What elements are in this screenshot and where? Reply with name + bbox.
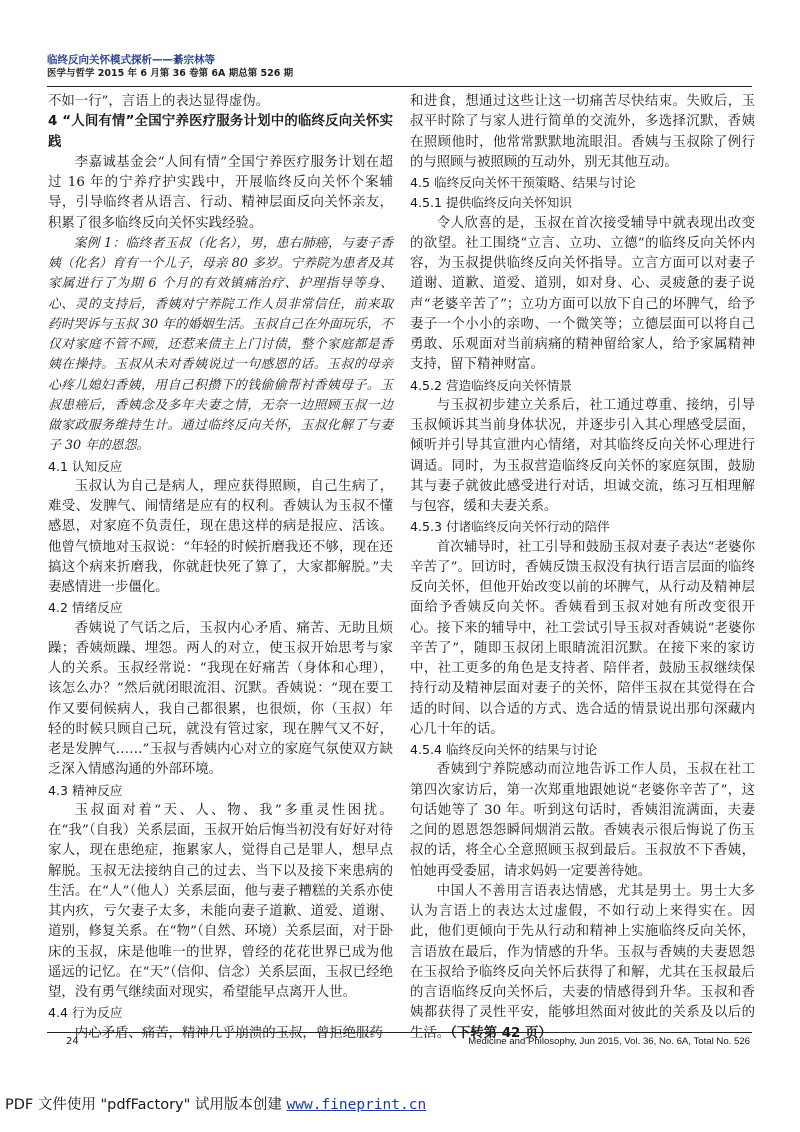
pdf-watermark bbox=[0, 1093, 800, 1114]
left-column bbox=[48, 92, 393, 1044]
journal-issue-info: 医学与哲学 2015 年 6 月第 36 卷第 6A 期总第 526 期 bbox=[47, 68, 294, 79]
page-number: 24 bbox=[66, 1036, 79, 1047]
section-heading-4: 4 “人间有情”全国宁养医疗服务计划中的临终反向关怀实践 bbox=[48, 114, 393, 150]
subsection-heading-4-5-3: 4.5.3 付诸临终反向关怀行动的陪伴 bbox=[410, 519, 610, 535]
paragraph-text: 中国人不善用言语表达情感，尤其是男士。男士大多认为言语上的表达太过虚假，不如行动上来得实在。因此，他们更倾向于先从行动和精神上实施临终反向关怀，言语放在最后，作为情感的升华。玉叔与香姨的夫妻恩怨在玉叔给予临终反向关怀后获得了和解，尤其在玉叔最后的言语临终反向关怀后，夫妻的情感得到升华。玉叔和香姨都获得了灵性平安，能够坦然面对彼此的关系及以后的生活。 bbox=[410, 883, 755, 1041]
paragraph: 玉叔面对着“天、人、物、我”多重灵性困扰。在“我”（自我）关系层面，玉叔开始后悔当初没有好好对待家人，现在患绝症，拖累家人，觉得自己是罪人，想早点解脱。玉叔无法接纳自己的过去、当下以及接下来患病的生活。在“人”（他人）关系层面，他与妻子糟糕的关系亦使其内疚，亏欠妻子太多，未能向妻子道歉、道爱、道谢、道别，修复关系。在“物”（自然、环境）关系层面，对于卧床的玉叔，床是他唯一的世界，曾经的花花世界已成为他遥远的记忆。在“天”（信仰、信念）关系层面，玉叔已经绝望，没有勇气继续面对现实，希望能早点离开人世。 bbox=[48, 802, 393, 1000]
paragraph: 玉叔认为自己是病人，理应获得照顾，自己生病了，难受、发脾气、闹情绪是应有的权利。香姨认为玉叔不懂感恩，对家庭不负责任，现在患这样的病是报应、活该。他曾气愤地对玉叔说：“年轻的时候折磨我还不够，现在还搞这个病来折磨我，你就赶快死了算了，大家都解脱。”夫妻感情进一步僵化。 bbox=[48, 478, 393, 595]
running-header bbox=[47, 53, 407, 80]
watermark-link[interactable]: www.fineprint.cn bbox=[286, 1097, 427, 1113]
watermark-text: PDF 文件使用 "pdfFactory" 试用版本创建 bbox=[5, 1097, 287, 1113]
paragraph: 不如一行”，言语上的表达显得虚伪。 bbox=[48, 94, 270, 109]
paragraph: 与玉叔初步建立关系后，社工通过尊重、接纳，引导玉叔倾诉其当前身体状况，并逐步引入其心理感受层面，倾听并引导其宣泄内心情绪，对其临终反向关怀心理进行调适。同时，为玉叔营造临终反向关怀的家庭氛围，鼓励其与妻子就彼此感受进行对话，坦诚交流，练习互相理解与包容，缓和夫妻关系。 bbox=[410, 397, 755, 514]
subsection-heading-4-3: 4.3 精神反应 bbox=[48, 782, 123, 798]
paragraph: 首次辅导时，社工引导和鼓励玉叔对妻子表达“老婆你辛苦了”。回访时，香姨反馈玉叔没有执行语言层面的临终反向关怀，但他开始改变以前的坏脾气，从行动及精神层面给予香姨反向关怀。香姨看到玉叔对她有所改变很开心。接下来的辅导中，社工尝试引导玉叔对香姨说“老婆你辛苦了”，随即玉叔闭上眼睛流泪沉默。在接下来的家访中，社工更多的角色是支持者、陪伴者，鼓励玉叔继续保持行动及精神层面对妻子的关怀，陪伴玉叔在其觉得在合适的时间、以合适的方式、选合适的情景说出那句深藏内心几十年的话。 bbox=[410, 539, 755, 737]
paragraph: 香姨到宁养院感动而泣地告诉工作人员，玉叔在社工第四次家访后，第一次郑重地跟她说“老婆你辛苦了”，这句话她等了 30 年。听到这句话时，香姨泪流满面，夫妻之间的恩恩怨怨瞬间烟消云散。香姨表示很后悔说了伤玉叔的话，将全心全意照顾玉叔到最后。玉叔放不下香姨，怕她再受委屈，请求妈妈一定要善待她。 bbox=[410, 762, 755, 879]
paragraph: 内心矛盾、痛苦，精神几乎崩溃的玉叔，曾拒绝服药 bbox=[74, 1025, 383, 1041]
continued-note: （下转第 42 页） bbox=[450, 1025, 552, 1041]
running-title: 临终反向关怀模式探析——綦宗林等 bbox=[47, 54, 215, 66]
subsection-heading-4-1: 4.1 认知反应 bbox=[48, 458, 123, 474]
subsection-heading-4-5-4: 4.5.4 临终反向关怀的结果与讨论 bbox=[410, 742, 598, 757]
paragraph: 令人欣喜的是，玉叔在首次接受辅导中就表现出改变的欲望。社工围绕“立言、立功、立德”的临终反向关怀内容，为玉叔提供临终反向关怀指导。立言方面可以对妻子道谢、道歉、道爱、道别，如对身、心、灵疲惫的妻子说声“老婆辛苦了”；立功方面可以放下自己的坏脾气，给予妻子一个小小的亲吻、一个微笑等；立德层面可以将自己勇敢、乐观面对当前病痛的精神留给家人，给予家属精神支持，留下精神财富。 bbox=[410, 215, 755, 373]
paragraph: 李嘉诚基金会“人间有情”全国宁养医疗服务计划在超过 16 年的宁养疗护实践中，开展临终反向关怀个案辅导，引导临终者从语言、行动、精神层面反向关怀亲友，积累了很多临终反向关怀实践经验。 bbox=[48, 154, 393, 231]
header-rule bbox=[47, 86, 752, 87]
paragraph: 和进食，想通过这些让这一切痛苦尽快结束。失败后，玉叔平时除了与家人进行简单的交流外，多选择沉默，香姨在照顾他时，他常常默默地流眼泪。香姨与玉叔除了例行的与照顾与被照顾的互动外，别无其他互动。 bbox=[410, 94, 755, 170]
right-column bbox=[410, 92, 755, 1044]
case-study-block: 案例 1：临终者玉叔（化名），男，患右肺癌，与妻子香姨（化名）育有一个儿子，母亲 80 多岁。宁养院为患者及其家属进行了为期 6 个月的有效镇痛治疗、护理指导等身、心、灵的支持后，香姨对宁养院工作人员非常信任，前来取药时哭诉与玉叔 30 年的婚姻生活。玉叔自己在外面玩乐，不仅对家庭不管不顾，还惹来债主上门讨债，整个家庭都是香姨在操持。玉叔从未对香姨说过一句感恩的话。玉叔的母亲心疼儿媳妇香姨，用自己积攒下的钱偷偷帮衬香姨母子。玉叔患癌后，香姨念及多年夫妻之情，无奈一边照顾玉叔一边做家政服务维持生计。通过临终反向关怀，玉叔化解了与妻子 30 年的恩怨。 bbox=[48, 235, 393, 454]
subsection-heading-4-5-2: 4.5.2 营造临终反向关怀情景 bbox=[410, 377, 572, 393]
subsection-heading-4-2: 4.2 情绪反应 bbox=[48, 600, 123, 616]
subsection-heading-4-5: 4.5 临终反向关怀干预策略、结果与讨论 bbox=[410, 175, 636, 190]
paragraph bbox=[410, 882, 755, 1044]
footer-rule bbox=[47, 1032, 752, 1033]
journal-citation: Medicine and Philosophy, Jun 2015, Vol. 36, No. 6A, Total No. 526 bbox=[468, 1036, 750, 1047]
subsection-heading-4-4: 4.4 行为反应 bbox=[48, 1005, 123, 1021]
subsection-heading-4-5-1: 4.5.1 提供临终反向关怀知识 bbox=[410, 195, 572, 211]
paragraph: 香姨说了气话之后，玉叔内心矛盾、痛苦、无助且烦躁；香姨烦躁、埋怨。两人的对立，使玉叔开始思考与家人的关系。玉叔经常说：“我现在好痛苦（身体和心理），该怎么办？”然后就闭眼流泪、沉默。香姨说：“现在要工作又要伺候病人，我自己都很累，也很烦，你（玉叔）年轻的时候只顾自己玩，就没有管过家，现在脾气又不好，老是发脾气……”玉叔与香姨内心对立的家庭气氛使双方缺乏深入情感沟通的外部环境。 bbox=[48, 620, 393, 778]
